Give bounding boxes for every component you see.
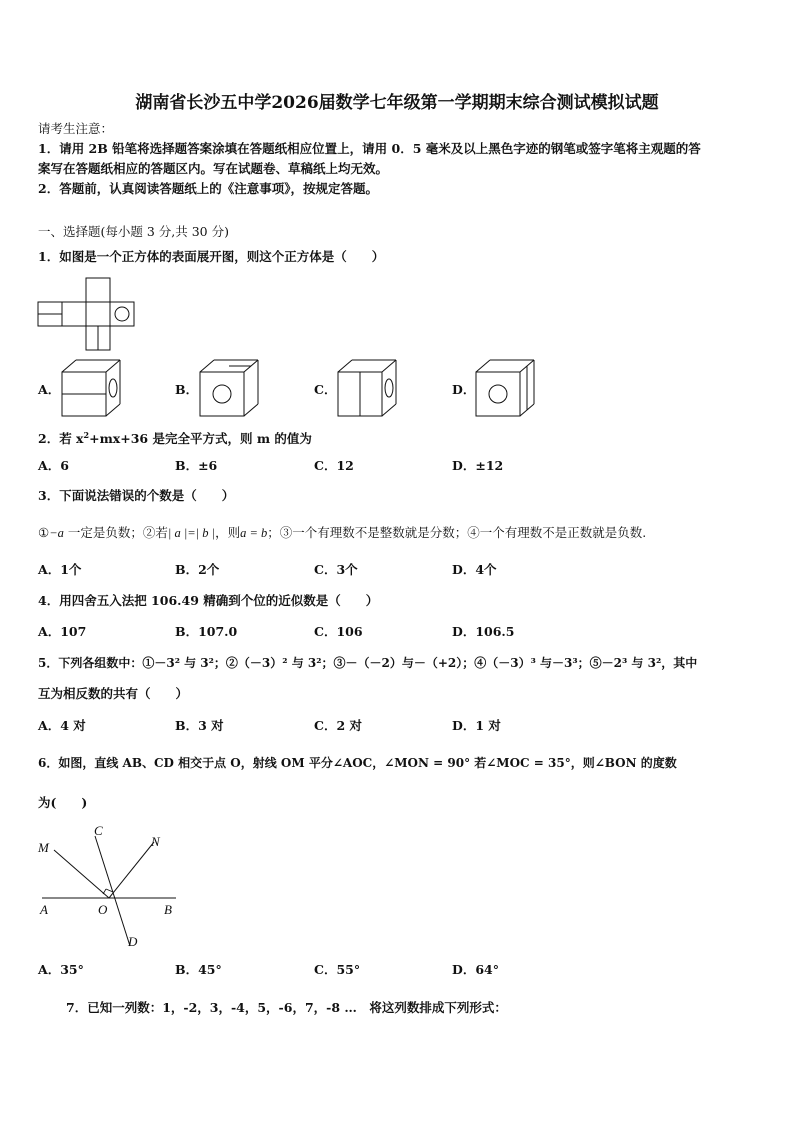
notice-line-2: 2．答题前，认真阅读答题纸上的《注意事项》，按规定答题。 <box>38 181 378 196</box>
label-m: M <box>38 840 49 855</box>
q1-option-a[interactable]: A． <box>38 382 61 397</box>
q1-stem: 1．如图是一个正方体的表面展开图，则这个正方体是（ ） <box>38 249 385 264</box>
q5-option-c[interactable]: C．2 对 <box>314 718 362 733</box>
label-d: D <box>128 934 138 949</box>
q3-option-c[interactable]: C．3个 <box>314 562 358 577</box>
q6-option-b[interactable]: B．45° <box>175 962 222 977</box>
cube-option-d <box>474 358 536 418</box>
q7-stem: 7．已知一列数：1，-2，3，-4，5，-6，7，-8 … 将这列数排成下列形式： <box>66 1000 507 1015</box>
q5-stem: 5．下列各组数中：①－3² 与 3²；②（－3）² 与 3²；③－（－2）与－（+2）；④（－3）³ 与－3³；⑤－2³ 与 3²，其中 <box>38 656 698 670</box>
q6-option-a[interactable]: A．35° <box>38 962 84 977</box>
q2-option-d[interactable]: D．±12 <box>452 458 504 473</box>
q3-option-b[interactable]: B．2个 <box>175 562 220 577</box>
label-b: B <box>164 902 172 917</box>
q3-option-d[interactable]: D．4个 <box>452 562 497 577</box>
section-heading: 一、选择题(每小题 3 分,共 30 分) <box>38 224 229 239</box>
notice-line-1: 1．请用 2B 铅笔将选择题答案涂填在答题纸相应位置上，请用 0．5 毫米及以上黑色字迹的钢笔或签字笔将主观题的答 <box>38 141 701 156</box>
q3-option-a[interactable]: A．1个 <box>38 562 82 577</box>
q2-stem: 2．若 $x^2+mx+36$ 是完全平方式，则 m 的值为 <box>38 430 312 447</box>
q5-option-b[interactable]: B．3 对 <box>175 718 224 733</box>
label-a: A <box>40 902 48 917</box>
q1-option-b[interactable]: B． <box>175 382 199 397</box>
q5-option-d[interactable]: D．1 对 <box>452 718 501 733</box>
q1-option-d[interactable]: D． <box>452 382 476 397</box>
q4-option-a[interactable]: A．107 <box>38 624 87 639</box>
q4-option-d[interactable]: D．106.5 <box>452 624 515 639</box>
q5-option-a[interactable]: A．4 对 <box>38 718 86 733</box>
label-o: O <box>98 902 108 917</box>
q1-option-c[interactable]: C． <box>314 382 337 397</box>
q3-statements: ①−a 一定是负数；②若| a |=| b |，则a = b；③一个有理数不是整数就是分数；④一个有理数不是正数就是负数. <box>38 525 647 540</box>
q6-stem: 6．如图，直线 AB、CD 相交于点 O，射线 OM 平分∠AOC，∠MON = 90° 若∠MOC = 35°，则∠BON 的度数 <box>38 756 677 770</box>
q6-option-c[interactable]: C．55° <box>314 962 361 977</box>
cube-option-a <box>60 358 122 418</box>
q4-option-c[interactable]: C．106 <box>314 624 363 639</box>
intersecting-lines-figure <box>36 822 181 950</box>
q2-option-a[interactable]: A．6 <box>38 458 69 473</box>
q6-stem-2: 为( ) <box>38 795 88 810</box>
label-c: C <box>94 823 103 838</box>
q4-option-b[interactable]: B．107.0 <box>175 624 238 639</box>
q3-stem: 3．下面说法错误的个数是（ ） <box>38 488 235 503</box>
cube-net-figure <box>38 278 138 350</box>
q4-stem: 4．用四舍五入法把 106.49 精确到个位的近似数是（ ） <box>38 593 379 608</box>
q5-stem-2: 互为相反数的共有（ ） <box>38 686 189 701</box>
notice-heading: 请考生注意： <box>38 121 114 136</box>
page-title: 湖南省长沙五中学2026届数学七年级第一学期期末综合测试模拟试题 <box>135 93 659 113</box>
cube-option-c <box>336 358 398 418</box>
label-n: N <box>151 834 160 849</box>
notice-line-1b: 案写在答题纸相应的答题区内。写在试题卷、草稿纸上均无效。 <box>38 161 389 176</box>
q2-option-c[interactable]: C．12 <box>314 458 354 473</box>
q6-option-d[interactable]: D．64° <box>452 962 499 977</box>
q2-option-b[interactable]: B．±6 <box>175 458 218 473</box>
cube-option-b <box>198 358 260 418</box>
